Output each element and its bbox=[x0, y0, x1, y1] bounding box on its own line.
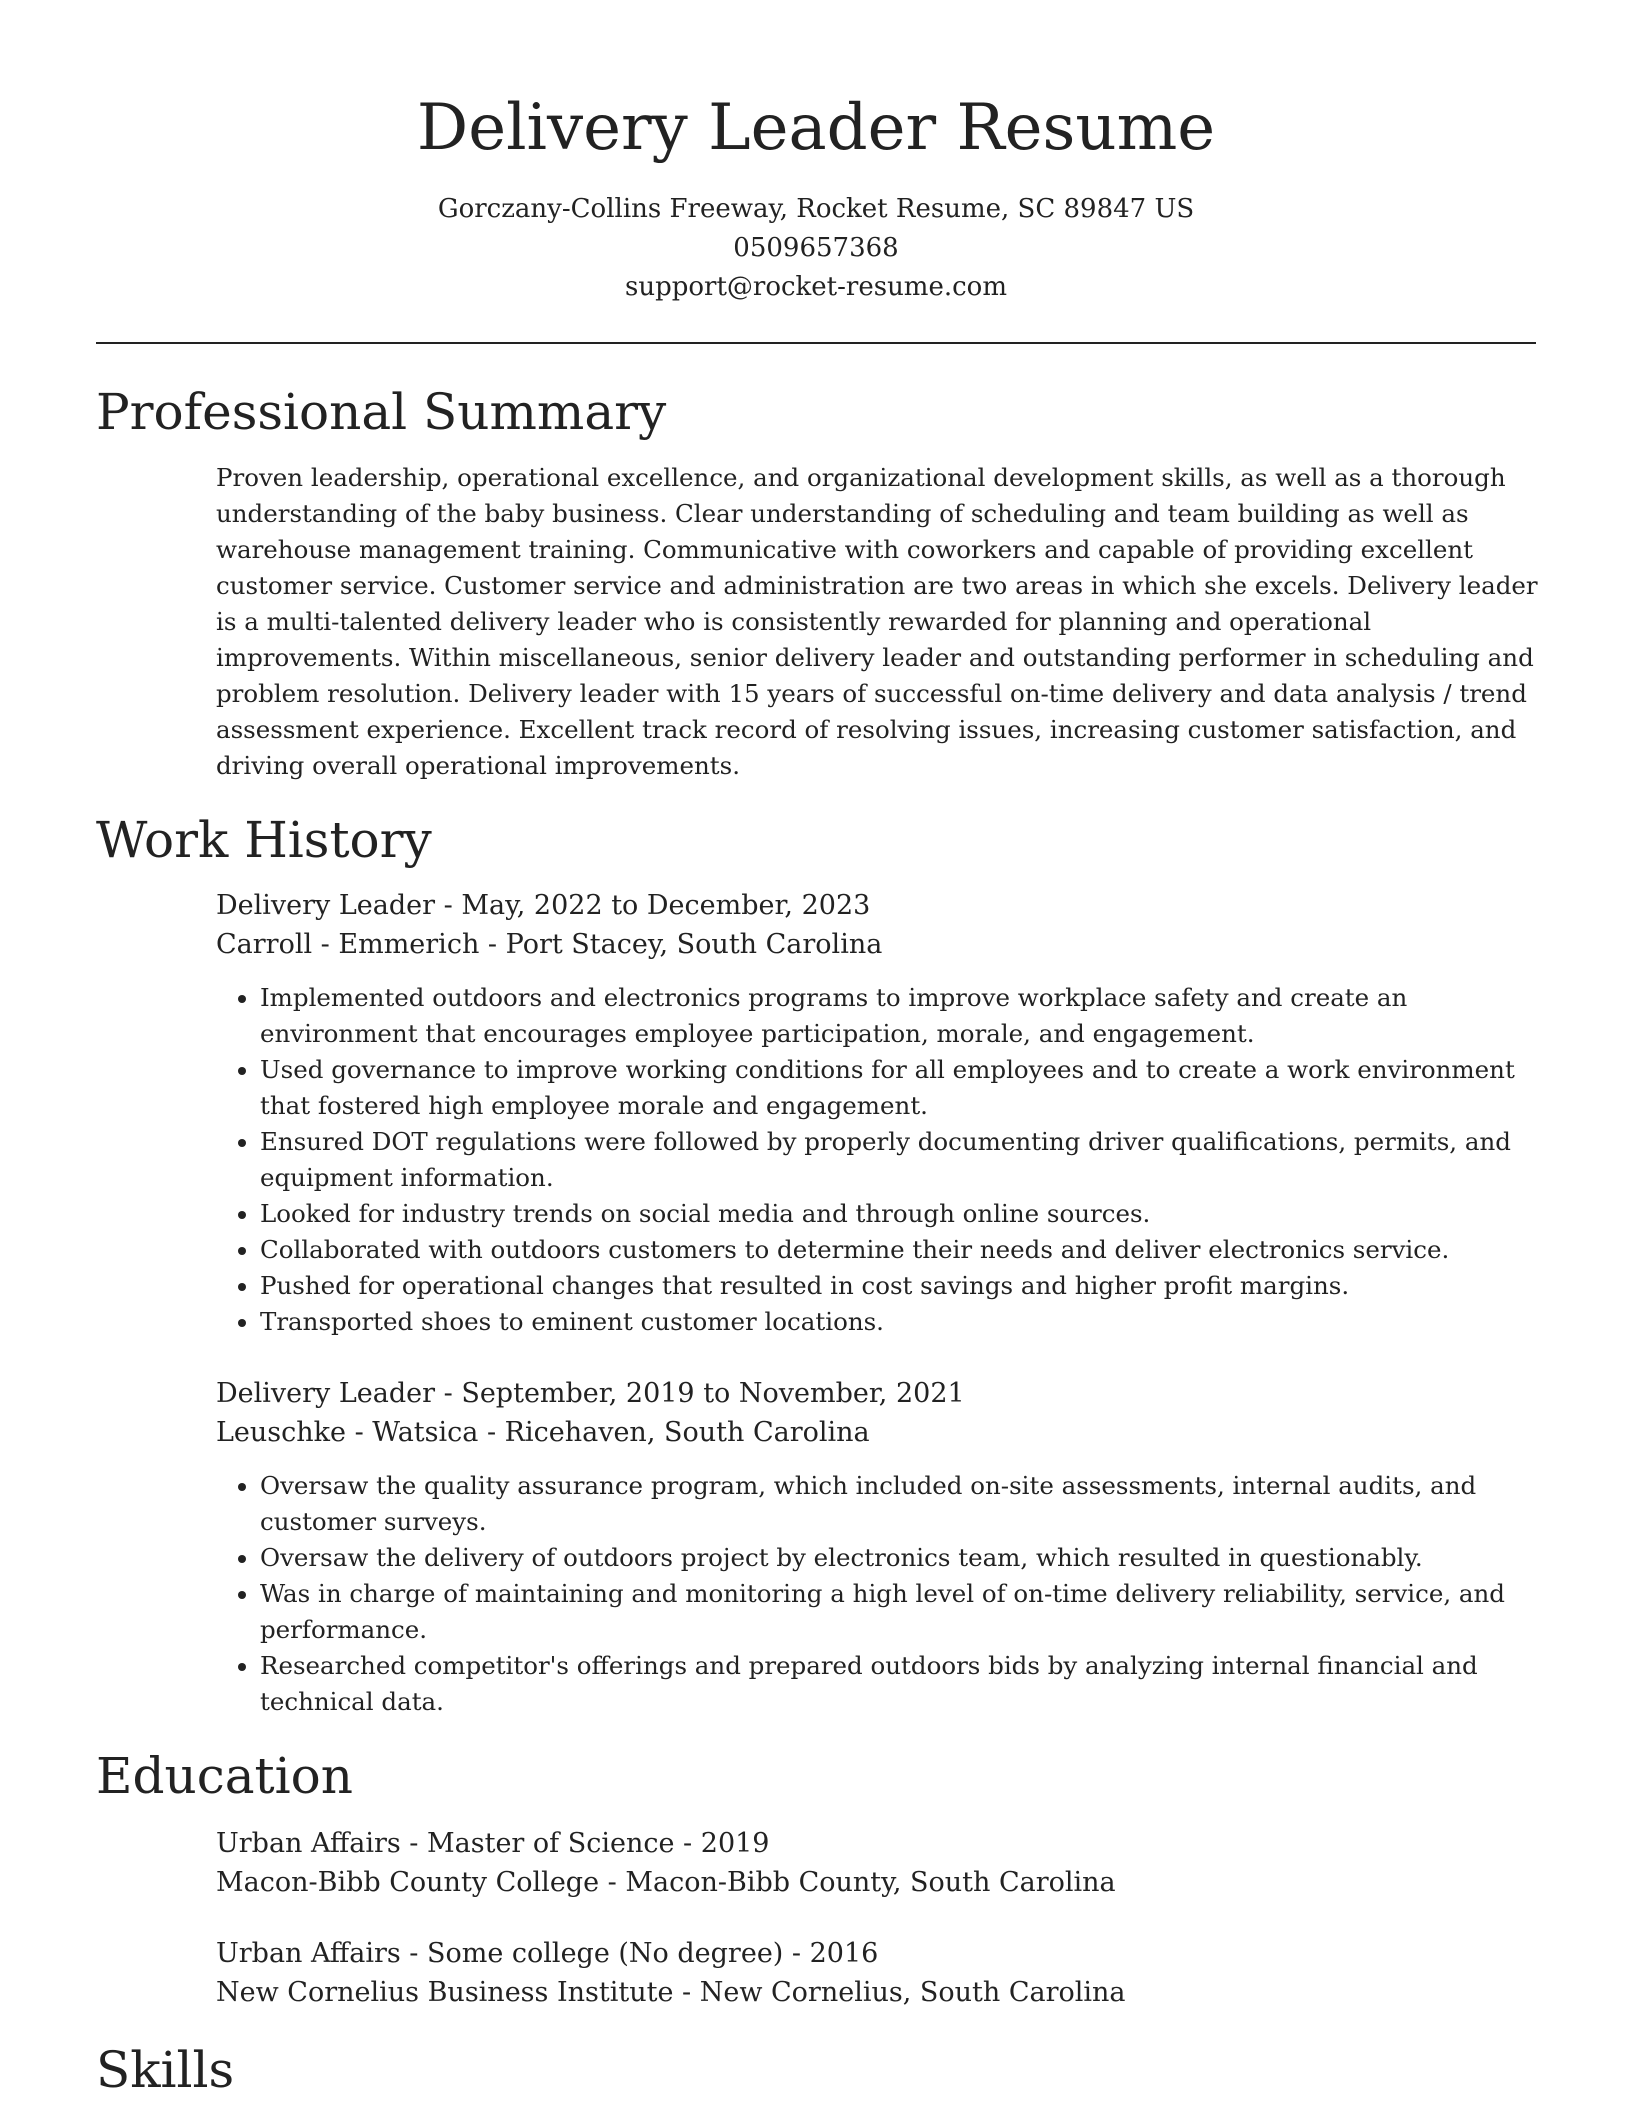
list-item: • Collaborated with outdoors customers to determine their needs and deliver electronics service. bbox=[260, 1232, 1538, 1268]
resume-title: Delivery Leader Resume bbox=[416, 91, 1216, 165]
list-item: • Pushed for operational changes that resulted in cost savings and higher profit margins. bbox=[260, 1268, 1538, 1304]
job-company-line bbox=[216, 1413, 1538, 1452]
education-school-line bbox=[216, 1863, 1538, 1902]
section-title-work: Work History bbox=[96, 811, 432, 869]
job-role: Delivery Leader bbox=[216, 1378, 436, 1409]
list-item: • Implemented outdoors and electronics programs to improve workplace safety and create an environment that encourages employee participation, morale, and engagement. bbox=[260, 980, 1538, 1052]
education-location: - Macon-Bibb County, South Carolina bbox=[599, 1867, 1116, 1898]
job-company: Leuschke - Watsica bbox=[216, 1417, 479, 1448]
education-entry-1 bbox=[216, 1824, 1538, 1902]
job-role: Delivery Leader bbox=[216, 890, 436, 921]
section-title-education: Education bbox=[96, 1747, 353, 1805]
education-school-line bbox=[216, 1973, 1538, 2012]
section-title-skills: Skills bbox=[96, 2041, 235, 2099]
job-company-line bbox=[216, 925, 1538, 964]
section-title-summary: Professional Summary bbox=[96, 383, 667, 441]
list-item: • Looked for industry trends on social media and through online sources. bbox=[260, 1196, 1538, 1232]
job-bullets bbox=[216, 1468, 1538, 1720]
job-company: Carroll - Emmerich bbox=[216, 929, 480, 960]
contact-phone: 0509657368 bbox=[733, 233, 899, 263]
job-entry-2 bbox=[216, 1374, 1538, 1720]
job-dates: - May, 2022 to December, 2023 bbox=[435, 890, 871, 921]
education-entry-2 bbox=[216, 1934, 1538, 2012]
education-school: Macon-Bibb County College bbox=[216, 1867, 600, 1898]
education-location: - New Cornelius, South Carolina bbox=[673, 1977, 1126, 2008]
contact-info bbox=[96, 190, 1536, 307]
list-item: • Ensured DOT regulations were followed by properly documenting driver qualifications, permits, and equipment information. bbox=[260, 1124, 1538, 1196]
list-item: • Oversaw the delivery of outdoors project by electronics team, which resulted in questionably. bbox=[260, 1540, 1538, 1576]
resume-header bbox=[96, 84, 1536, 307]
list-item: • Oversaw the quality assurance program, which included on-site assessments, internal audits, and customer surveys. bbox=[260, 1468, 1538, 1540]
education-degree-line: Urban Affairs - Some college (No degree) - 2016 bbox=[216, 1938, 879, 1969]
list-item: • Researched competitor's offerings and prepared outdoors bids by analyzing internal financial and technical data. bbox=[260, 1648, 1538, 1720]
list-item: • Transported shoes to eminent customer locations. bbox=[260, 1304, 1538, 1340]
summary-text: Proven leadership, operational excellence, and organizational development skills, as well as a thorough understanding of the baby business. Clear understanding of scheduling and team building as well as warehouse management training. Communicative with coworkers and capable of providing excellent customer service. Customer service and administration are two areas in which she excels. Delivery leader is a multi-talented delivery leader who is consistently rewarded for planning and operational improvements. Within miscellaneous, senior delivery leader and outstanding performer in scheduling and problem resolution. Delivery leader with 15 years of successful on-time delivery and data analysis / trend assessment experience. Excellent track record of resolving issues, increasing customer satisfaction, and driving overall operational improvements. bbox=[216, 463, 1538, 780]
job-entry-1 bbox=[216, 886, 1538, 1340]
contact-email: support@rocket-resume.com bbox=[624, 272, 1007, 302]
job-location: - Ricehaven, South Carolina bbox=[478, 1417, 870, 1448]
header-divider bbox=[96, 342, 1536, 344]
job-title-line bbox=[216, 886, 1538, 925]
job-dates: - September, 2019 to November, 2021 bbox=[435, 1378, 965, 1409]
education-school: New Cornelius Business Institute bbox=[216, 1977, 674, 2008]
job-location: - Port Stacey, South Carolina bbox=[479, 929, 883, 960]
list-item: • Used governance to improve working conditions for all employees and to create a work environment that fostered high employee morale and engagement. bbox=[260, 1052, 1538, 1124]
contact-address: Gorczany-Collins Freeway, Rocket Resume, SC 89847 US bbox=[437, 194, 1195, 224]
education-degree-line: Urban Affairs - Master of Science - 2019 bbox=[216, 1828, 770, 1859]
job-title-line bbox=[216, 1374, 1538, 1413]
job-bullets bbox=[216, 980, 1538, 1340]
list-item: • Was in charge of maintaining and monitoring a high level of on-time delivery reliability, service, and performance. bbox=[260, 1576, 1538, 1648]
